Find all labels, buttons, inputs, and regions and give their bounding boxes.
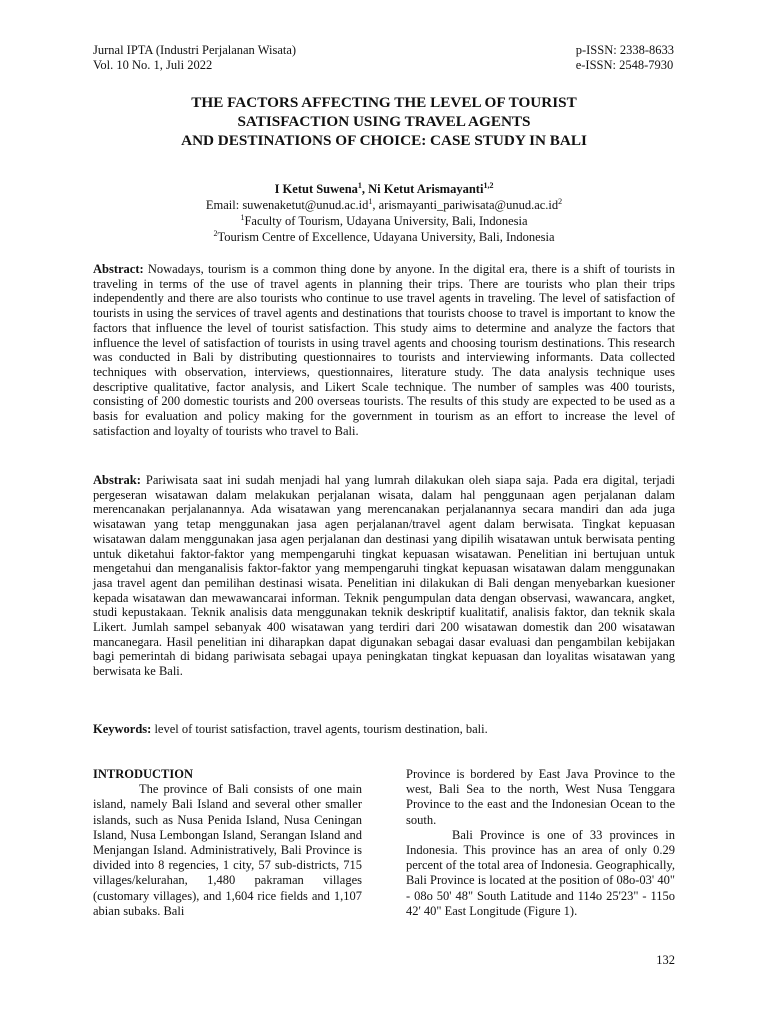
body-column-right — [406, 767, 675, 919]
affiliation-1-text: Faculty of Tourism, Udayana University, Bali, Indonesia — [244, 214, 528, 228]
author-2-sup: 1,2 — [483, 180, 494, 190]
email-label: Email: — [205, 198, 243, 212]
email-separator: , — [372, 198, 379, 212]
title-line-3: AND DESTINATIONS OF CHOICE: CASE STUDY IN BALI — [181, 132, 587, 149]
intro-paragraph-1: The province of Bali consists of one main island, namely Bali Island and several other smaller islands, such as Nusa Penida Island, Nusa Ceningan Island, Nusa Lembongan Island, Serangan Island and Menjangan Island. Administratively, Bali Province is divided into 8 regencies, 1 city, 57 sub-districts, 715 villages/kelurahan, 1,480 pakraman villages (customary villages), and 1,604 rice fields and 1,107 abian subaks. Bali — [93, 782, 362, 918]
title-line-1: THE FACTORS AFFECTING THE LEVEL OF TOURIST — [191, 94, 577, 111]
journal-volume: Vol. 10 No. 1, Juli 2022 — [93, 58, 213, 72]
abstract-text: Nowadays, tourism is a common thing done by anyone. In the digital era, there is a shift of tourists in traveling in terms of the use of travel agents in planning their trips. There are tourists who plan their trips independently and there are also tourists who continue to use travel agents in traveling. The level of satisfaction of tourists in using the services of travel agents and destinations that tourists choose to travel is important to know the factors that influence the level of tourist satisfaction. This study aims to determine and analyze the factors that influence the level of satisfaction of tourists in using travel agents and choosing tourism destinations. This research was conducted in Bali by distributing questionnaires to tourists and interviewing informants. Data collected techniques with observation, interviews, questionnaires, literature study. The data analysis technique uses descriptive qualitative, factor analysis, and Likert Scale technique. The number of samples was 400 tourists, consisting of 200 domestic tourists and 200 overseas tourists. The results of this study are expected to be used as a basis for evaluation and policy making for the government in tourism as an effort to increase the level of satisfaction and loyalty of tourists who travel to Bali. — [93, 262, 675, 438]
email-1[interactable]: suwenaketut@unud.ac.id — [242, 198, 369, 212]
section-heading-introduction: INTRODUCTION — [93, 767, 194, 781]
author-names — [93, 181, 675, 197]
affiliation-2 — [93, 229, 675, 245]
email-2-sup: 2 — [558, 196, 563, 206]
abstract-indonesian — [93, 473, 675, 679]
abstrak-text: Pariwisata saat ini sudah menjadi hal yang lumrah dilakukan oleh siapa saja. Pada era digital, terjadi pergeseran wisatawan dalam melakukan perjalanan wisata, dalam hal penggunaan agen perjalanan dalam merencanakan perjalanannya. Ada wisatawan yang merencanakan perjalanannya secara mandiri dan ada juga wisatawan yang tetap menggunakan jasa agen perjalanan/travel agent dalam berwisata. Tingkat kepuasan wisatawan dalam menggunakan jasa agen perjalanan dan destinasi yang dipilih wisatawan untuk berwisata penting untuk diketahui faktor-faktor yang mempengaruhi tingkat kepuasan wisatawan. Penelitian ini bertujuan untuk mengetahui dan menganalisis faktor-faktor yang mempengaruhi tingkat kepuasan wisatawan dalam menggunakan jasa travel agent dan pemilihan destinasi wisata. Penelitian ini dilakukan di Bali dengan menyebarkan kuesioner kepada wisatawan dan mewawancarai informan. Teknik pengumpulan data dengan observasi, wawancara, angket, studi kepustakaan. Teknik analisis data menggunakan teknik deskriptif kualitatif, analisis faktor, dan teknik skala Likert. Jumlah sampel sebanyak 400 wisatawan yang terdiri dari 200 wisatawan domestik dan 200 wisatawan mancanegara. Hasil penelitian ini diharapkan dapat digunakan sebagai dasar evaluasi dan pengambilan kebijakan bagi pemerintah di bidang pariwisata sebagai upaya peningkatan tingkat kepuasan dan loyalitas wisatawan yang berwisata ke Bali. — [93, 473, 675, 679]
email-1-sup: 1 — [368, 196, 373, 206]
affiliation-1-sup: 1 — [240, 212, 245, 222]
intro-paragraph-2: Bali Province is one of 33 provinces in Indonesia. This province has an area of only 0.29 percent of the total area of Indonesia. Geographically, Bali Province is located at the position of 08o-03' 40" - 08o 50' 48" South Latitude and 114o 25'23" - 115o 42' 40" East Longitude (Figure 1). — [406, 827, 675, 918]
e-issn: e-ISSN: 2548-7930 — [575, 58, 674, 72]
running-header-left — [93, 43, 296, 73]
author-1-sup: 1 — [357, 180, 362, 190]
abstract-label: Abstract: — [93, 262, 144, 276]
author-2: Ni Ketut Arismayanti — [368, 182, 484, 196]
running-header-right — [576, 43, 674, 73]
abstract-english — [93, 262, 675, 438]
affiliation-2-sup: 2 — [213, 228, 218, 238]
affiliation-2-text: Tourism Centre of Excellence, Udayana University, Bali, Indonesia — [217, 230, 555, 244]
journal-name: Jurnal IPTA (Industri Perjalanan Wisata) — [93, 43, 297, 57]
body-column-left — [93, 767, 362, 919]
affiliation-1 — [93, 213, 675, 229]
intro-paragraph-1-continued: Province is bordered by East Java Province to the west, Bali Sea to the north, West Nusa Tenggara Province to the east and the Indonesian Ocean to the south. — [406, 767, 675, 827]
keywords — [93, 722, 675, 737]
paper-title — [93, 93, 675, 150]
author-1: I Ketut Suwena — [274, 182, 358, 196]
keywords-label: Keywords: — [93, 722, 152, 736]
author-emails — [93, 197, 675, 213]
author-separator: , — [361, 182, 369, 196]
email-2[interactable]: arismayanti_pariwisata@unud.ac.id — [378, 198, 559, 212]
keywords-text: level of tourist satisfaction, travel agents, tourism destination, bali. — [151, 722, 488, 736]
page-number: 132 — [656, 953, 675, 967]
p-issn: p-ISSN: 2338-8633 — [575, 43, 674, 57]
abstrak-label: Abstrak: — [93, 473, 141, 487]
title-line-2: SATISFACTION USING TRAVEL AGENTS — [237, 113, 531, 130]
author-block — [93, 181, 675, 245]
